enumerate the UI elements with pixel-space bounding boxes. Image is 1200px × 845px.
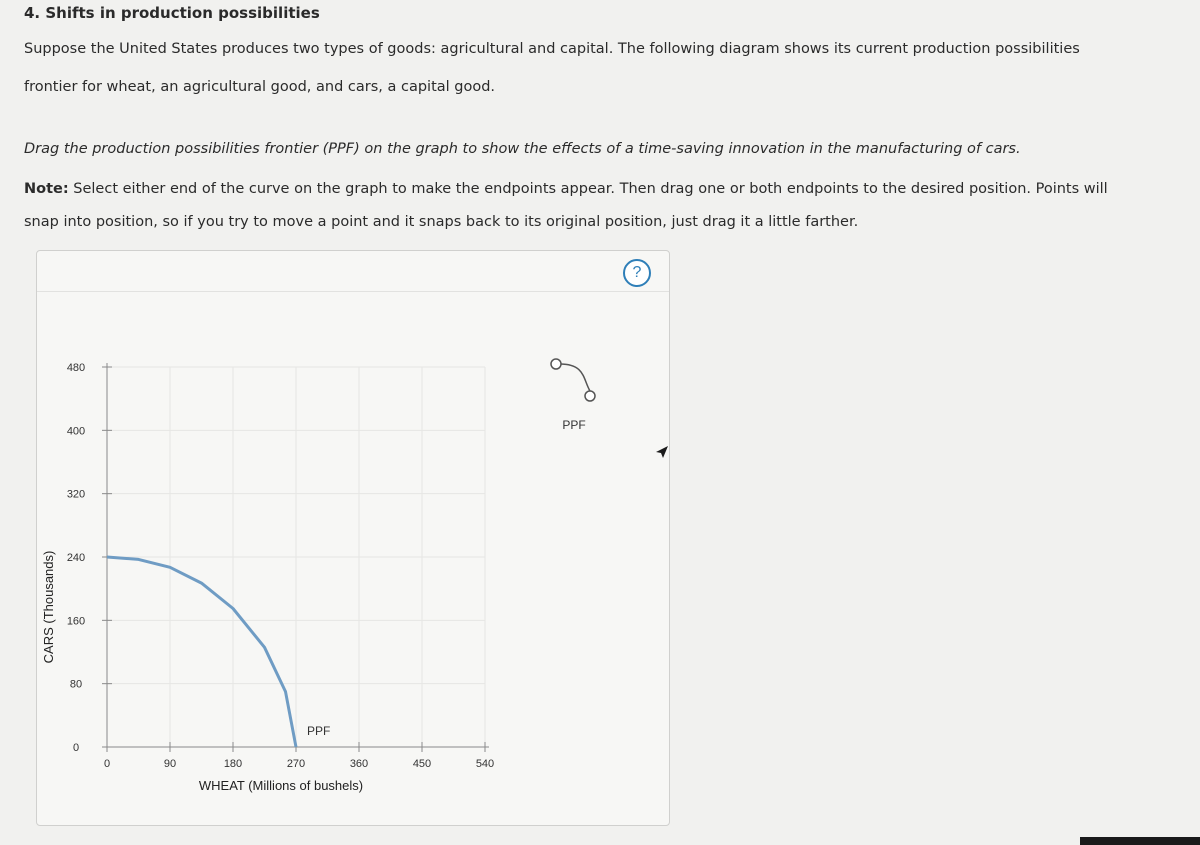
intro-text-line1: Suppose the United States produces two types of goods: agricultural and capital. The following diagram shows its current production possibilities	[24, 41, 1080, 57]
y-tick-label: 240	[66, 552, 86, 564]
ppf-palette-end-handle	[585, 391, 595, 401]
question-heading: 4. Shifts in production possibilities	[24, 4, 320, 22]
graph-axes	[41, 362, 494, 793]
y-tick-label: 80	[69, 678, 83, 691]
help-icon[interactable]: ?	[623, 259, 651, 287]
note-text-line1	[24, 180, 1108, 199]
ppf-palette-label: PPF	[562, 418, 586, 432]
ppf-palette-tool[interactable]	[551, 359, 595, 432]
y-axis-title: CARS (Thousands)	[41, 550, 56, 664]
ppf-data-point	[232, 607, 235, 610]
y-tick-label: 160	[66, 615, 86, 628]
x-tick-label: 360	[349, 758, 369, 770]
note-text-line2: snap into position, so if you try to move a point and it snaps back to its original position, just drag it a little farther.	[24, 214, 859, 230]
x-tick-label: 180	[223, 758, 243, 770]
intro-text-line2: frontier for wheat, an agricultural good, and cars, a capital good.	[24, 79, 496, 95]
ppf-palette-curve	[560, 364, 590, 391]
ppf-data-point	[169, 566, 172, 569]
ppf-data-point	[284, 690, 287, 693]
x-tick-label: 270	[286, 758, 306, 770]
y-tick-label: 480	[66, 362, 86, 374]
screen-edge	[1080, 837, 1200, 845]
ppf-palette-start-handle	[551, 359, 561, 369]
y-tick-label: 400	[66, 425, 86, 438]
instruction-text: Drag the production possibilities frontier (PPF) on the graph to show the effects of a time-saving innovation in the manufacturing of cars.	[24, 141, 1021, 157]
y-tick-label: 320	[66, 488, 86, 501]
x-tick-label: 0	[103, 758, 111, 770]
ppf-data-point	[263, 646, 266, 649]
ppf-curve-group	[106, 556, 331, 749]
y-tick-label: 0	[72, 742, 80, 754]
ppf-data-point	[295, 746, 298, 749]
mouse-cursor-icon	[654, 444, 670, 460]
ppf-graph[interactable]	[37, 251, 669, 825]
ppf-curve-label: PPF	[307, 724, 331, 738]
ppf-data-point	[200, 582, 203, 585]
x-axis-title: WHEAT (Millions of bushels)	[198, 778, 364, 793]
ppf-curve[interactable]	[107, 557, 296, 747]
note-body: Select either end of the curve on the graph to make the endpoints appear. Then drag one or both endpoints to the desired position. Points will	[68, 181, 1108, 197]
x-tick-label: 90	[163, 758, 177, 770]
ppf-data-point	[137, 558, 140, 561]
ppf-data-point	[106, 556, 109, 559]
x-tick-label: 450	[412, 758, 432, 770]
note-label: Note:	[24, 181, 69, 197]
graph-grid	[107, 367, 485, 747]
x-tick-label: 540	[475, 758, 495, 770]
graph-panel	[36, 250, 670, 826]
